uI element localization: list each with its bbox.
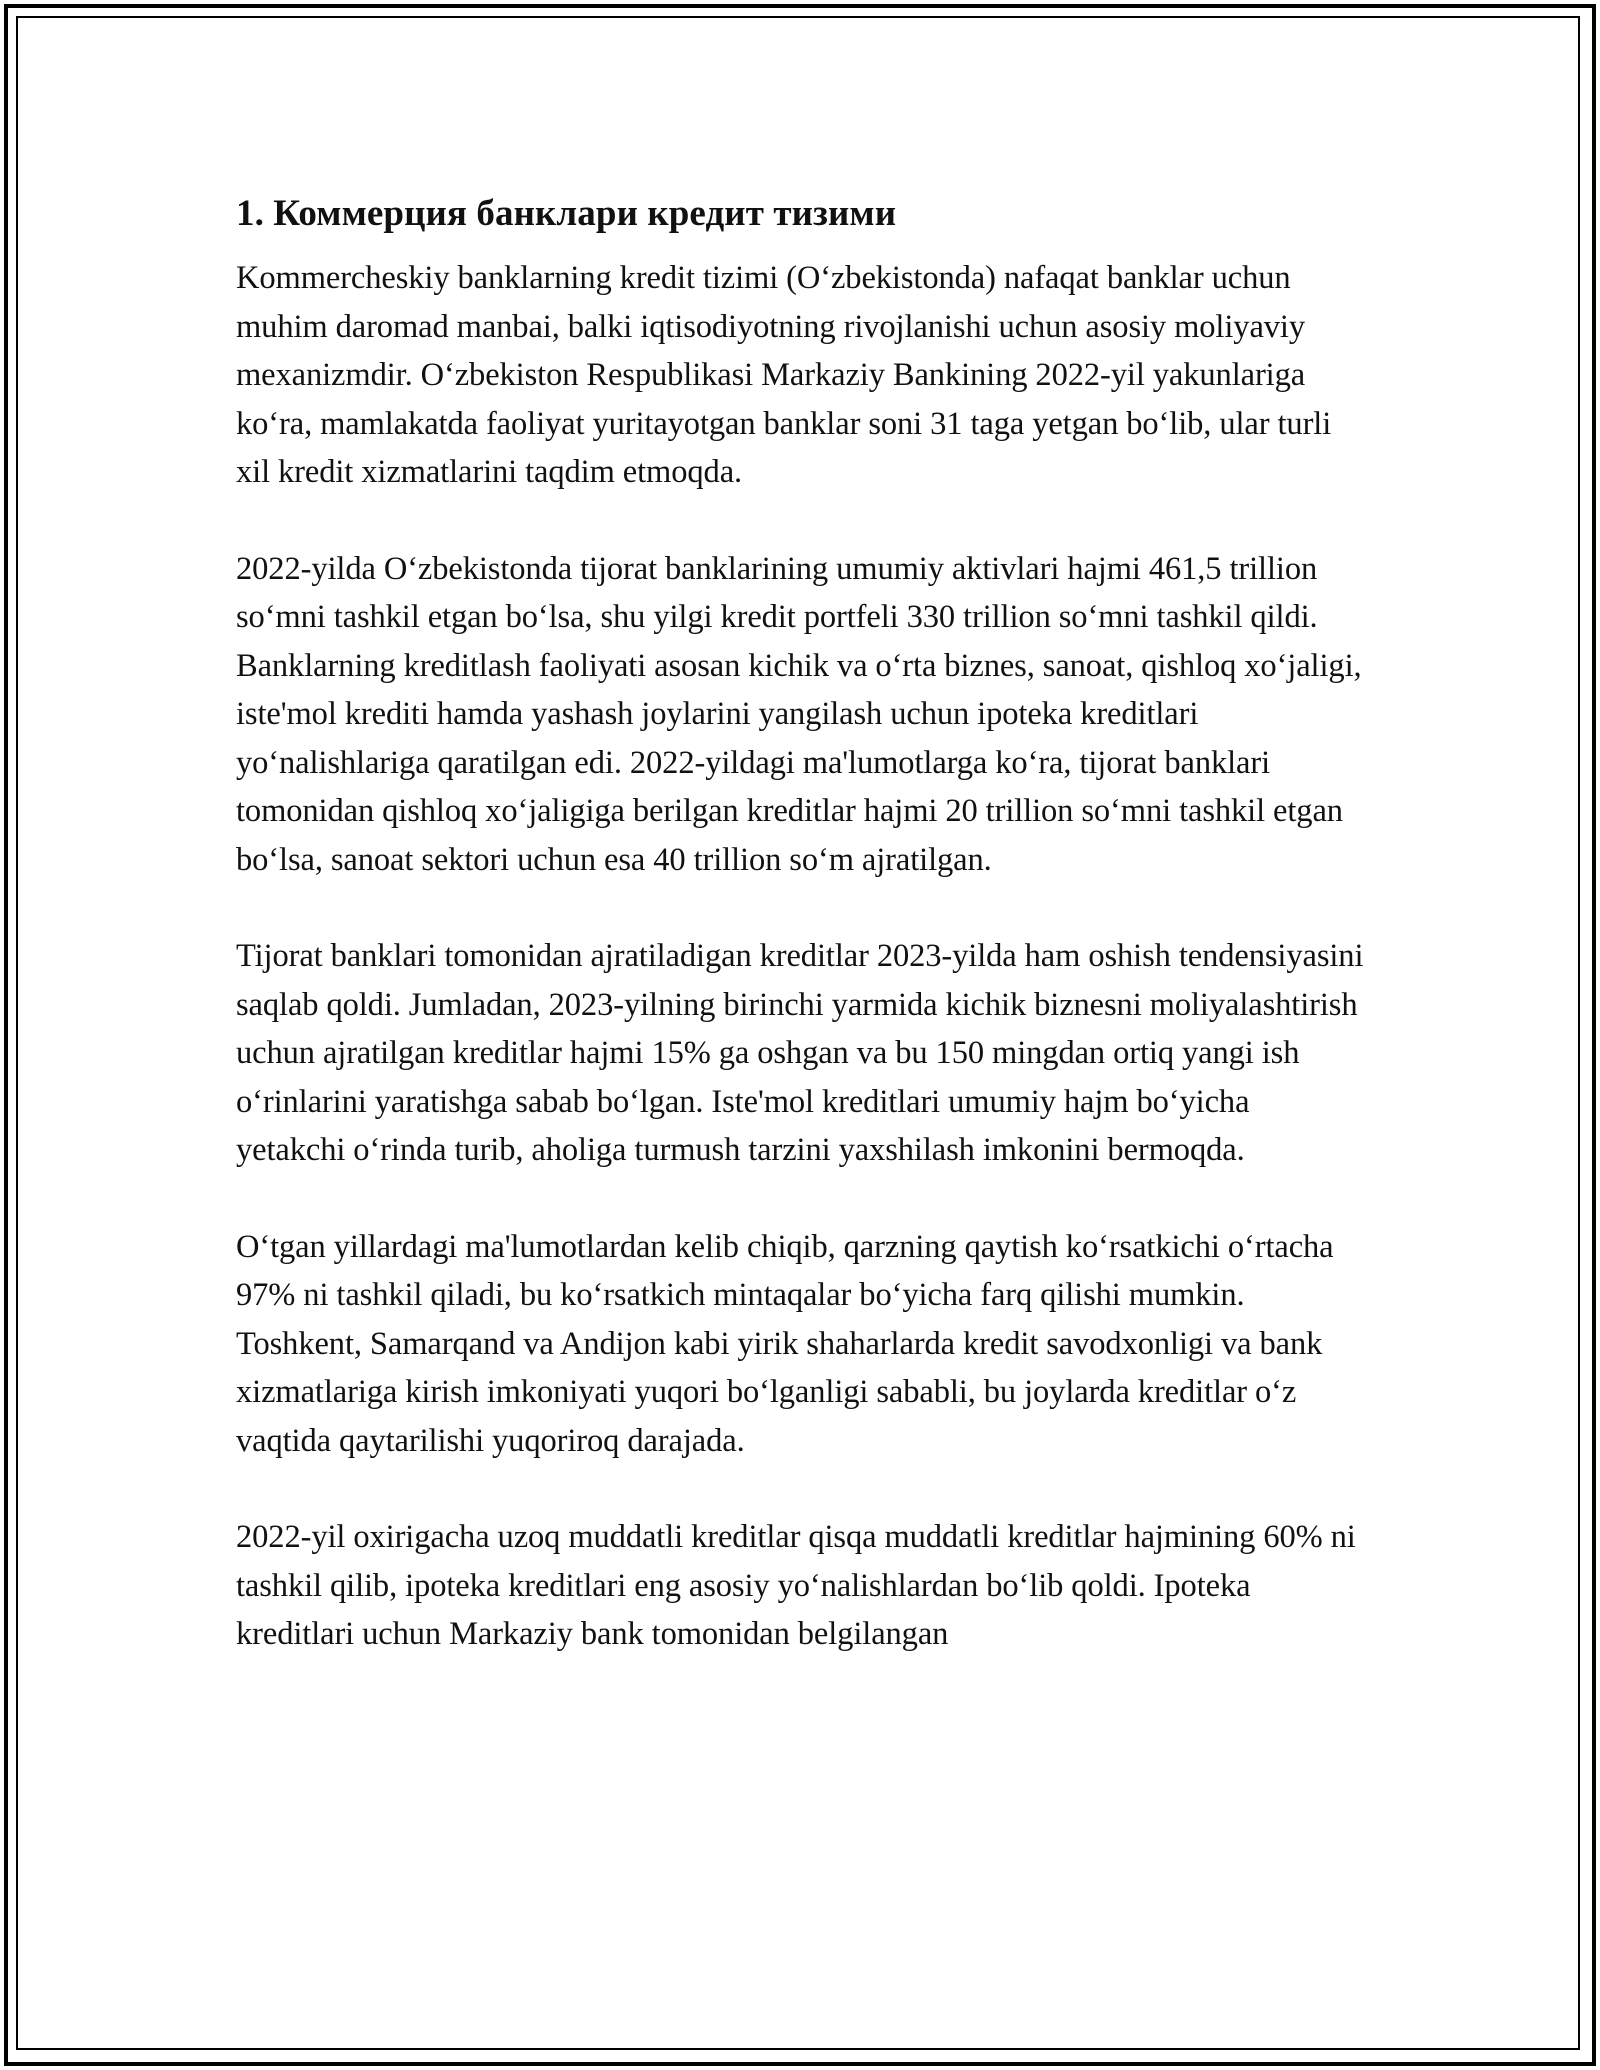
- paragraph-1: Kommercheskiy banklarning kredit tizimi (O‘zbekistonda) nafaqat banklar uchun muhim daromad manbai, balki iqtisodiyotning rivojlanishi uchun asosiy moliyaviy mexanizmdir. O‘zbekiston Respublikasi Markaziy Bankining 2022-yil yakunlariga ko‘ra, mamlakatda faoliyat yuritayotgan banklar soni 31 taga yetgan bo‘lib, ular turli xil kredit xizmatlarini taqdim etmoqda.: [236, 260, 1332, 490]
- paragraph-4: O‘tgan yillardagi ma'lumotlardan kelib chiqib, qarzning qaytish ko‘rsatkichi o‘rtacha 97% ni tashkil qiladi, bu ko‘rsatkich mintaqalar bo‘yicha farq qilishi mumkin. Toshkent, Samarqand va Andijon kabi yirik shaharlarda kredit savodxonligi va bank xizmatlariga kirish imkoniyati yuqori bo‘lganligi sababli, bu joylarda kreditlar o‘z vaqtida qaytarilishi yuqoriroq darajada.: [236, 1228, 1334, 1459]
- paragraph-5: 2022-yil oxirigacha uzoq muddatli kreditlar qisqa muddatli kreditlar hajmining 60% ni tashkil qilib, ipoteka kreditlari eng asosiy yo‘nalishlardan bo‘lib qoldi. Ipoteka kreditlari uchun Markaziy bank tomonidan belgilangan: [236, 1519, 1356, 1652]
- paragraph-2: 2022-yilda O‘zbekistonda tijorat banklarining umumiy aktivlari hajmi 461,5 trillion so‘mni tashkil etgan bo‘lsa, shu yilgi kredit portfeli 330 trillion so‘mni tashkil qildi. Banklarning kreditlash faoliyati asosan kichik va o‘rta biznes, sanoat, qishloq xo‘jaligi, iste'mol krediti hamda yashash joylarini yangilash uchun ipoteka kreditlari yo‘nalishlariga qaratilgan edi. 2022-yildagi ma'lumotlarga ko‘ra, tijorat banklari tomonidan qishloq xo‘jaligiga berilgan kreditlar hajmi 20 trillion so‘mni tashkil etgan bo‘lsa, sanoat sektori uchun esa 40 trillion so‘m ajratilgan.: [236, 550, 1362, 878]
- document-body: [236, 186, 1366, 1707]
- paragraph-3: Tijorat banklari tomonidan ajratiladigan kreditlar 2023-yilda ham oshish tendensiyasini saqlab qoldi. Jumladan, 2023-yilning birinchi yarmida kichik biznesni moliyalashtirish uchun ajratilgan kreditlar hajmi 15% ga oshgan va bu 150 mingdan ortiq yangi ish o‘rinlarini yaratishga sabab bo‘lgan. Iste'mol kreditlari umumiy hajm bo‘yicha yetakchi o‘rinda turib, aholiga turmush tarzini yaxshilash imkonini bermoqda.: [236, 938, 1364, 1168]
- section-heading: 1. Коммерция банклари кредит тизими: [236, 193, 897, 234]
